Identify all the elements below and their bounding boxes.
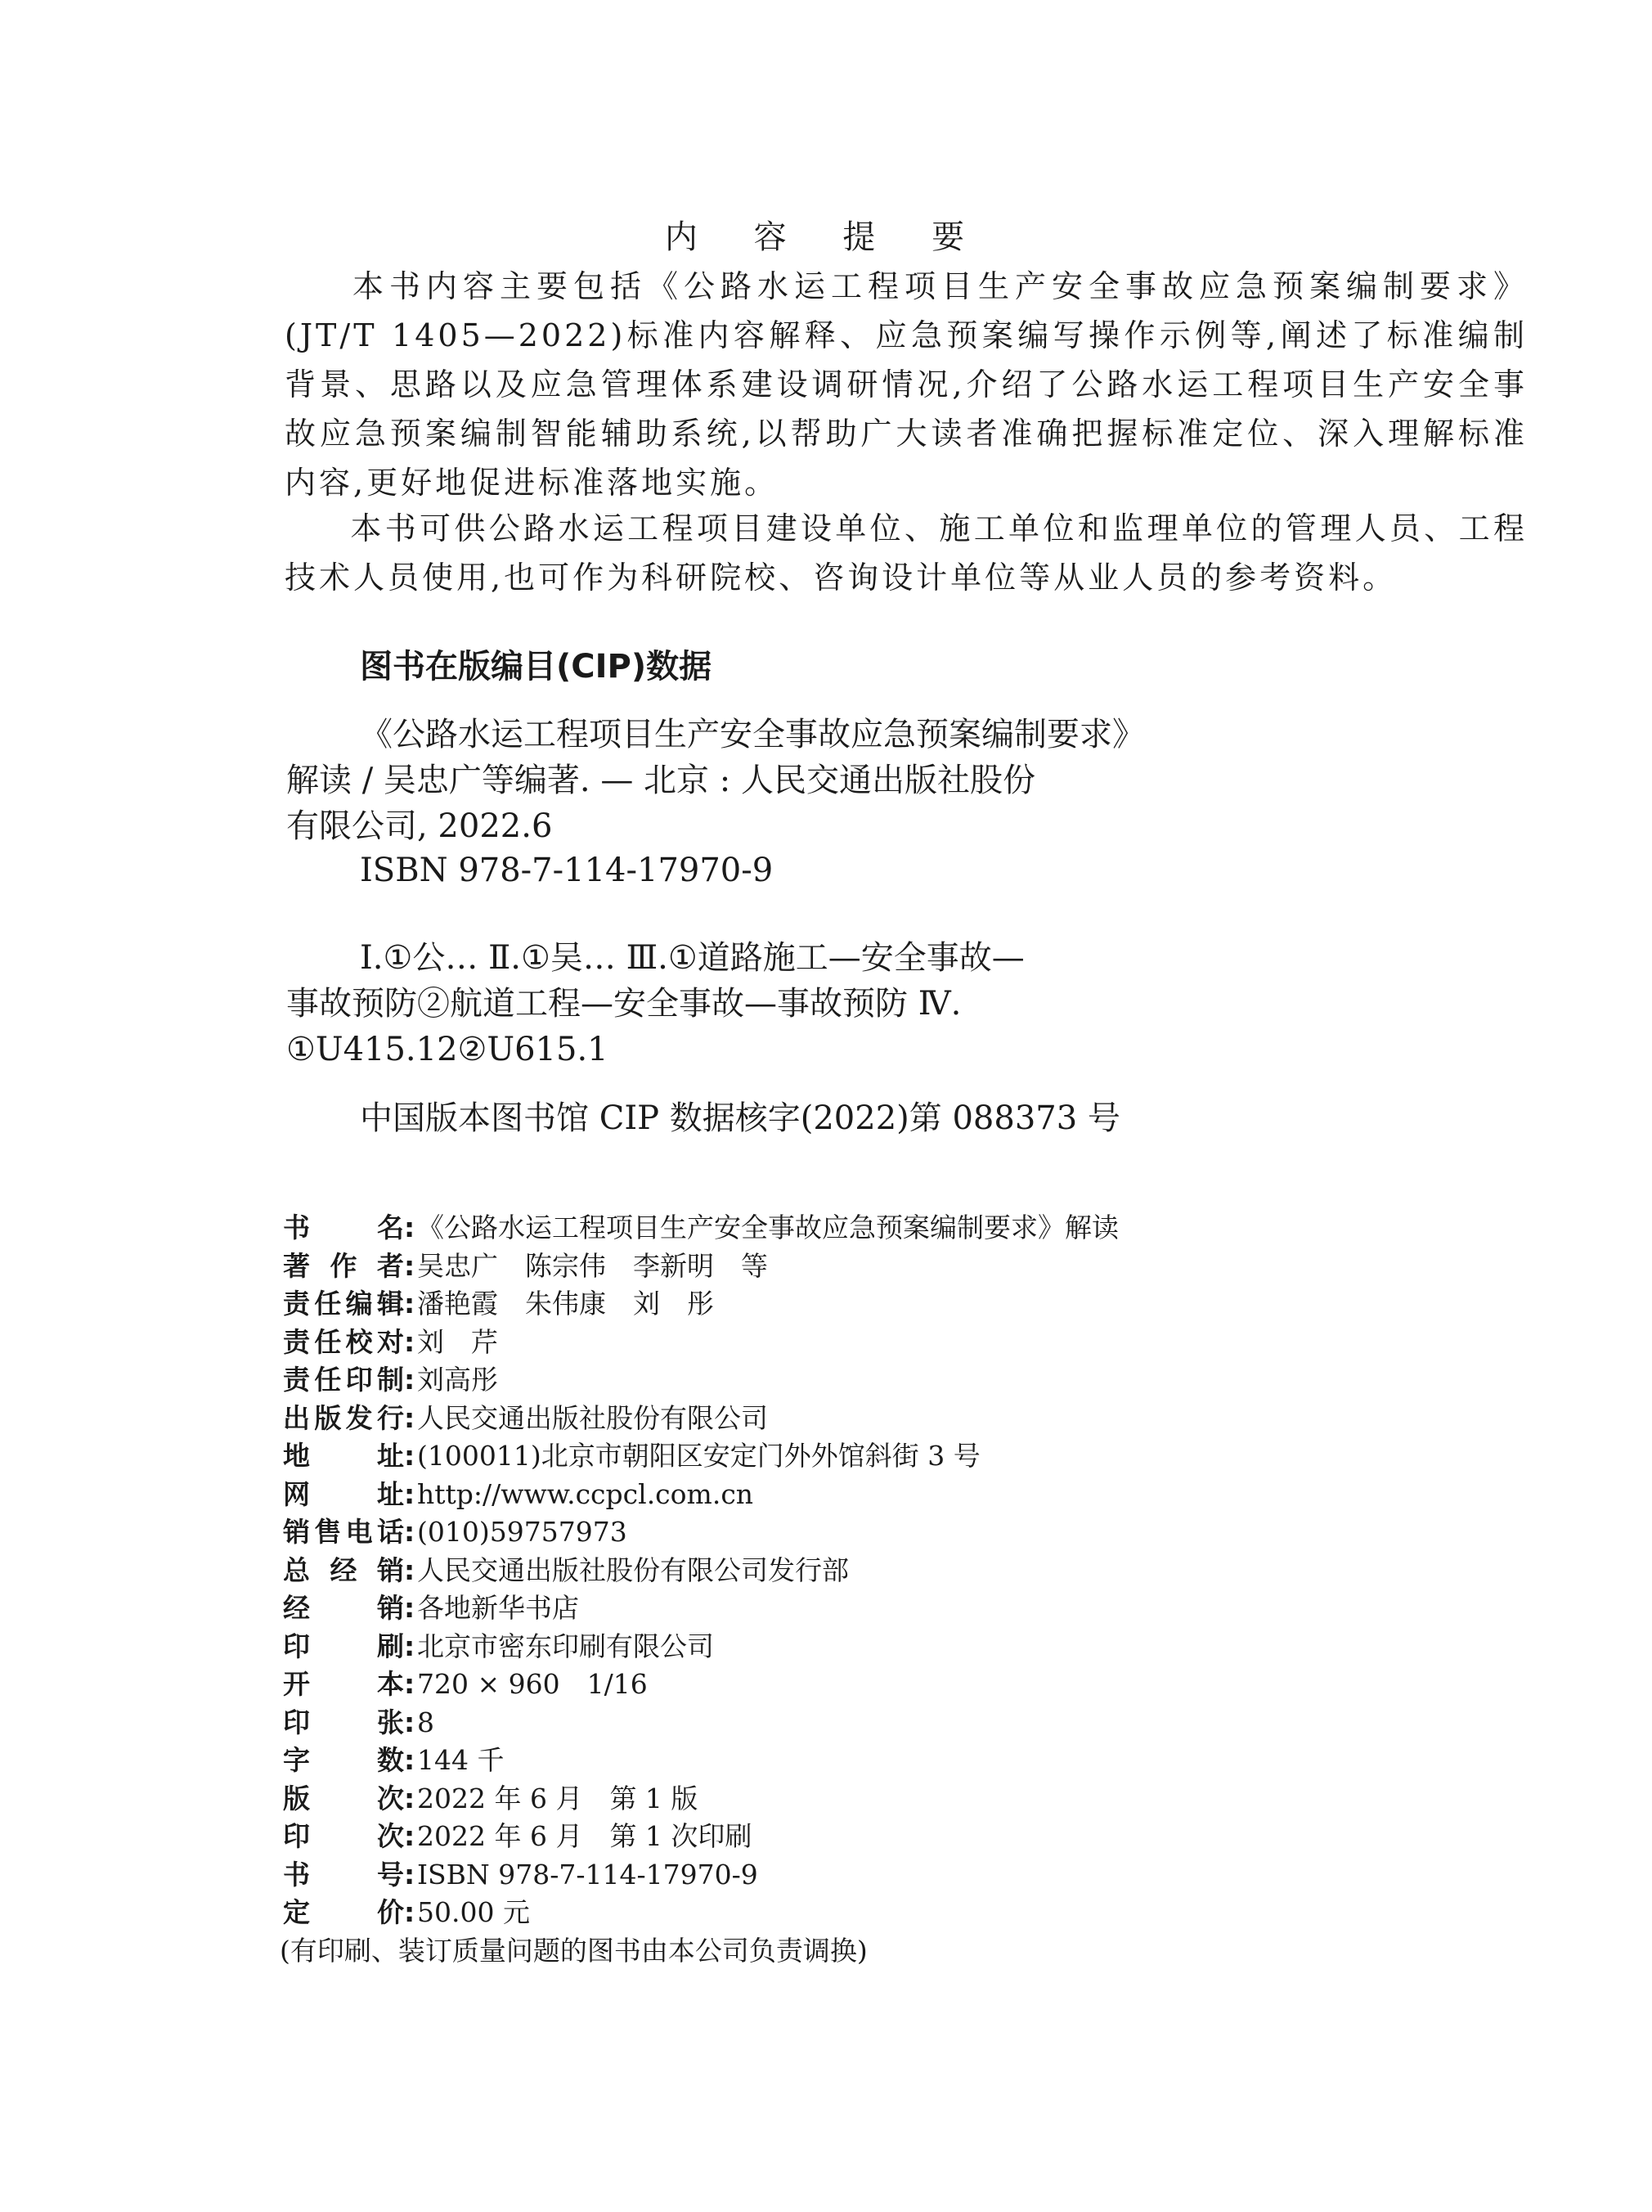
info-colon: :: [404, 1477, 415, 1510]
info-value: 吴忠广 陈宗伟 李新明 等: [417, 1249, 768, 1282]
info-row: [283, 1818, 1428, 1856]
info-label: 地址: [283, 1440, 404, 1472]
info-colon: :: [404, 1858, 415, 1891]
summary-paragraph-2-text: 本书可供公路水运工程项目建设单位、施工单位和监理单位的管理人员、工程技术人员使用,也可作为科研院校、咨询设计单位等从业人员的参考资料。: [285, 510, 1528, 596]
info-colon: :: [404, 1401, 415, 1434]
info-row: [283, 1437, 1428, 1476]
info-value: 刘高彤: [417, 1364, 498, 1396]
info-row: [283, 1324, 1428, 1362]
info-value: (100011)北京市朝阳区安定门外外馆斜街 3 号: [417, 1440, 981, 1472]
info-colon: :: [404, 1249, 415, 1282]
info-row: [283, 1589, 1428, 1628]
info-label: 版次: [283, 1782, 404, 1814]
info-colon: :: [404, 1744, 415, 1776]
cip-title-block: [286, 712, 1317, 849]
summary-paragraph-1: [285, 262, 1528, 507]
info-value: 720 × 960 1/16: [417, 1668, 648, 1700]
info-label: 书名: [283, 1212, 404, 1243]
info-colon: :: [404, 1592, 415, 1624]
info-label: 总经销: [283, 1553, 404, 1586]
info-row: [283, 1476, 1428, 1514]
info-label: 印张: [283, 1706, 404, 1738]
info-value: 50.00 元: [417, 1896, 530, 1928]
info-row: [283, 1742, 1428, 1780]
info-label: 销售电话: [283, 1516, 404, 1548]
info-colon: :: [404, 1706, 415, 1738]
cip-isbn: ISBN 978-7-114-17970-9: [360, 852, 774, 889]
info-value: ISBN 978-7-114-17970-9: [417, 1858, 758, 1891]
cip-title-line: 解读 / 吴忠广等编著. — 北京 : 人民交通出版社股份: [286, 762, 1035, 799]
summary-paragraph-2: [285, 504, 1528, 602]
info-row: [283, 1894, 1428, 1932]
info-note: (有印刷、装订质量问题的图书由本公司负责调换): [280, 1934, 868, 1967]
info-value: 《公路水运工程项目生产安全事故应急预案编制要求》解读: [417, 1212, 1119, 1243]
info-row: [283, 1552, 1428, 1590]
info-value: 人民交通出版社股份有限公司发行部: [417, 1553, 849, 1586]
cip-class-line: ①U415.12②U615.1: [286, 1031, 608, 1068]
info-label: 印次: [283, 1820, 404, 1852]
info-colon: :: [404, 1782, 415, 1814]
info-value: 刘 芹: [417, 1325, 498, 1358]
summary-paragraph-1-text: 本书内容主要包括《公路水运工程项目生产安全事故应急预案编制要求》(JT/T 1405—2022)标准内容解释、应急预案编写操作示例等,阐述了标准编制背景、思路以及应急管理体系建设调研情况,介绍了公路水运工程项目生产安全事故应急预案编制智能辅助系统,以帮助广大读者准确把握标准定位、深入理解标准内容,更好地促进标准落地实施。: [285, 268, 1528, 501]
cip-heading: 图书在版编目(CIP)数据: [360, 648, 712, 686]
info-colon: :: [404, 1440, 415, 1472]
info-label: 著作者: [283, 1249, 404, 1282]
info-colon: :: [404, 1364, 415, 1396]
info-label: 定价: [283, 1896, 404, 1928]
info-colon: :: [404, 1553, 415, 1586]
info-label: 开本: [283, 1668, 404, 1700]
cip-title-line: 《公路水运工程项目生产安全事故应急预案编制要求》: [360, 716, 1145, 753]
info-value: 各地新华书店: [417, 1592, 579, 1624]
info-label: 经销: [283, 1592, 404, 1624]
info-label: 责任校对: [283, 1325, 404, 1358]
info-colon: :: [404, 1896, 415, 1928]
info-colon: :: [404, 1820, 415, 1852]
cip-title-line: 有限公司, 2022.6: [286, 807, 553, 845]
info-colon: :: [404, 1516, 415, 1548]
info-value: 潘艳霞 朱伟康 刘 彤: [417, 1288, 714, 1320]
info-label: 字数: [283, 1744, 404, 1776]
cip-class-line: Ⅰ.①公… Ⅱ.①吴… Ⅲ.①道路施工—安全事故—: [360, 939, 1025, 977]
cip-classification: [286, 935, 1317, 1072]
info-row: [283, 1400, 1428, 1438]
info-label: 印刷: [283, 1630, 404, 1662]
info-row: [283, 1704, 1428, 1742]
info-row: [283, 1666, 1428, 1704]
summary-title: 内 容 提 要: [664, 218, 988, 256]
info-label: 出版发行: [283, 1401, 404, 1434]
info-value: 2022 年 6 月 第 1 版: [417, 1782, 698, 1814]
info-row: [283, 1780, 1428, 1819]
info-colon: :: [404, 1212, 415, 1243]
info-label: 网址: [283, 1477, 404, 1510]
publication-info: [280, 1209, 1428, 1970]
info-row: [283, 1361, 1428, 1400]
info-value: (010)59757973: [417, 1516, 627, 1548]
info-value: 人民交通出版社股份有限公司: [417, 1401, 768, 1434]
info-value: 8: [417, 1706, 434, 1738]
info-label: 责任编辑: [283, 1288, 404, 1320]
cip-record-number: 中国版本图书馆 CIP 数据核字(2022)第 088373 号: [360, 1099, 1120, 1137]
info-row: [283, 1513, 1428, 1552]
info-value: 2022 年 6 月 第 1 次印刷: [417, 1820, 752, 1852]
cip-class-line: 事故预防②航道工程—安全事故—事故预防 Ⅳ.: [286, 985, 962, 1023]
info-colon: :: [404, 1668, 415, 1700]
info-colon: :: [404, 1288, 415, 1320]
info-row: [283, 1285, 1428, 1324]
info-colon: :: [404, 1630, 415, 1662]
info-colon: :: [404, 1325, 415, 1358]
info-value: 北京市密东印刷有限公司: [417, 1630, 714, 1662]
info-row: [283, 1248, 1428, 1286]
info-row: [283, 1209, 1428, 1248]
info-value: http://www.ccpcl.com.cn: [417, 1477, 754, 1510]
info-row: [283, 1856, 1428, 1895]
info-label: 责任印制: [283, 1364, 404, 1396]
info-row: [283, 1628, 1428, 1666]
info-value: 144 千: [417, 1744, 505, 1776]
info-label: 书号: [283, 1858, 404, 1891]
